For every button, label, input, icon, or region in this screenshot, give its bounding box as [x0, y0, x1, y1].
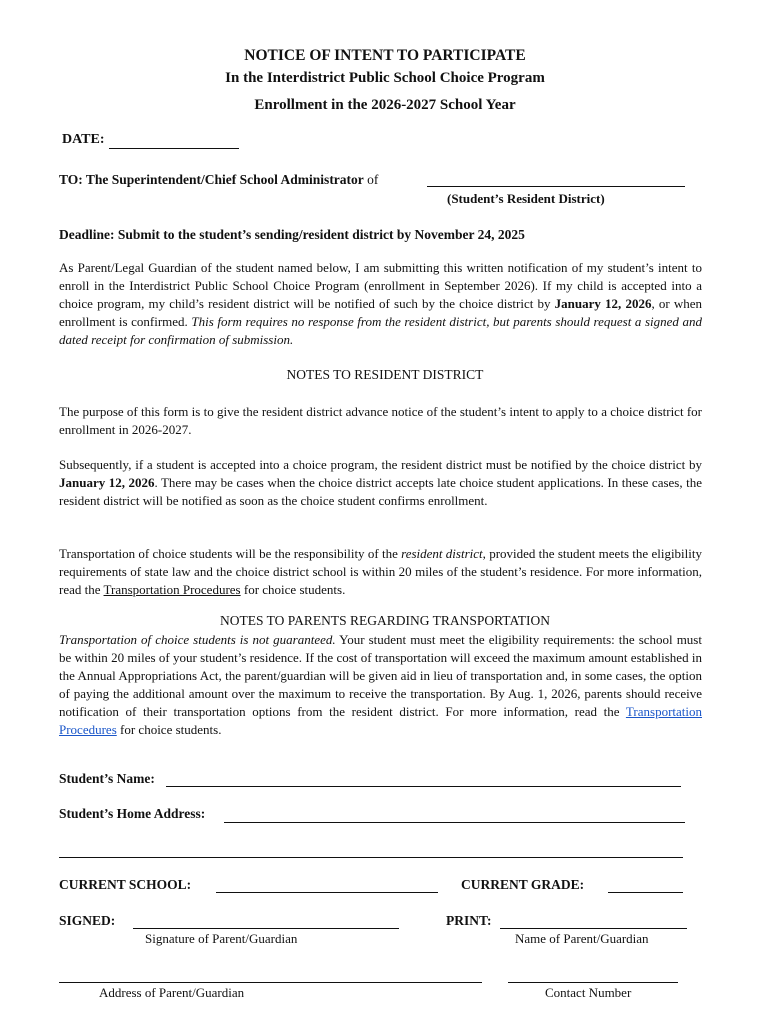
- intro-italic-note: This form requires no response from the resident district, but parents should request a signed and dated receipt for confirmation of submission.: [59, 314, 703, 347]
- contact-caption: Contact Number: [545, 985, 632, 1000]
- parent-address-field[interactable]: [59, 982, 482, 983]
- to-of: of: [367, 172, 379, 187]
- home-address-field-line-2[interactable]: [59, 857, 683, 858]
- print-name-field[interactable]: [500, 928, 687, 929]
- current-grade-label: CURRENT GRADE:: [461, 877, 585, 892]
- name-caption: Name of Parent/Guardian: [515, 931, 649, 946]
- resident-district-field[interactable]: [427, 186, 685, 187]
- print-label: PRINT:: [446, 913, 492, 928]
- student-name-label: Student’s Name:: [59, 771, 155, 786]
- notes-resident-heading: NOTES TO RESIDENT DISTRICT: [286, 367, 484, 382]
- resident-paragraph-3: [59, 545, 702, 599]
- contact-number-field[interactable]: [508, 982, 678, 983]
- resident-p2-text: Subsequently, if a student is accepted into a choice program, the resident district must be notified by the choice district by: [59, 457, 702, 472]
- signature-field[interactable]: [133, 928, 399, 929]
- form-subtitle: In the Interdistrict Public School Choice Program: [225, 70, 545, 86]
- resident-p2-text-2: . There may be cases when the choice district accepts late choice student applications. In these cases, the resident district will be notified as soon as the choice student confirms enrollment.: [59, 475, 702, 508]
- to-recipient: : The Superintendent/Chief School Administrator: [78, 172, 364, 187]
- current-school-label: CURRENT SCHOOL:: [59, 877, 192, 892]
- date-label: DATE:: [62, 132, 105, 147]
- resident-paragraph-2: [59, 456, 702, 510]
- current-school-field[interactable]: [216, 892, 438, 893]
- form-title: NOTICE OF INTENT TO PARTICIPATE: [244, 47, 526, 64]
- intro-text: As Parent/Legal Guardian of the student named below, I am submitting this written notification of my student’s intent to enroll in the Interdistrict Public School Choice Program (enrollment in September 2026). If my child is accepted into a choice program, my child’s resident district will be notified of such by the choice district by: [59, 260, 702, 311]
- parents-paragraph: [59, 631, 702, 739]
- intro-text-2: , or when enrollment is confirmed.: [59, 296, 702, 329]
- intro-paragraph: [59, 259, 702, 349]
- resident-p3-text-3: for choice students.: [240, 582, 346, 597]
- resident-p3-text: Transportation of choice students will be the responsibility of the: [59, 546, 402, 561]
- notes-parents-heading: NOTES TO PARENTS REGARDING TRANSPORTATION: [220, 613, 550, 628]
- resident-p3-text-2: , provided the student meets the eligibility requirements of state law and the choice district school is within 20 miles of the student’s residence. For more information, read the: [59, 546, 702, 597]
- parents-italic-note: Transportation of choice students is not guaranteed.: [59, 632, 336, 647]
- enrollment-year: Enrollment in the 2026-2027 School Year: [254, 97, 516, 113]
- intro-date: January 12, 2026: [554, 296, 652, 311]
- resident-p3-italic: resident district: [401, 546, 483, 561]
- deadline-text: Deadline: Submit to the student’s sending/resident district by November 24, 2025: [59, 227, 525, 242]
- transportation-procedures-link-1[interactable]: Transportation Procedures: [103, 582, 241, 597]
- home-address-label: Student’s Home Address:: [59, 806, 206, 821]
- resident-district-caption: (Student’s Resident District): [447, 191, 605, 206]
- home-address-field[interactable]: [224, 822, 685, 823]
- address-caption: Address of Parent/Guardian: [99, 985, 245, 1000]
- to-label: TO: [59, 172, 79, 187]
- parents-text: Your student must meet the eligibility requirements: the school must be within 20 miles of your student’s residence. If the cost of transportation will exceed the maximum amount established in the Annual Appropriations Act, the parent/guardian will be given aid in lieu of transportation and, in some cases, the option of paying the additional amount over the maximum to receive the transportation. By Aug. 1, 2026, parents should receive notification of their transportation options from the resident district. For more information, read the: [59, 632, 702, 719]
- to-line: [59, 172, 378, 188]
- resident-p2-date: January 12, 2026: [59, 475, 155, 490]
- signature-caption: Signature of Parent/Guardian: [145, 931, 298, 946]
- transportation-procedures-link-2[interactable]: Transportation Procedures: [59, 704, 702, 737]
- current-grade-field[interactable]: [608, 892, 683, 893]
- resident-paragraph-1: The purpose of this form is to give the resident district advance notice of the student’s intent to apply to a choice district for enrollment in 2026-2027.: [59, 404, 702, 437]
- parents-text-2: for choice students.: [116, 722, 222, 737]
- student-name-field[interactable]: [166, 786, 681, 787]
- date-field[interactable]: [109, 148, 239, 149]
- signed-label: SIGNED:: [59, 913, 116, 928]
